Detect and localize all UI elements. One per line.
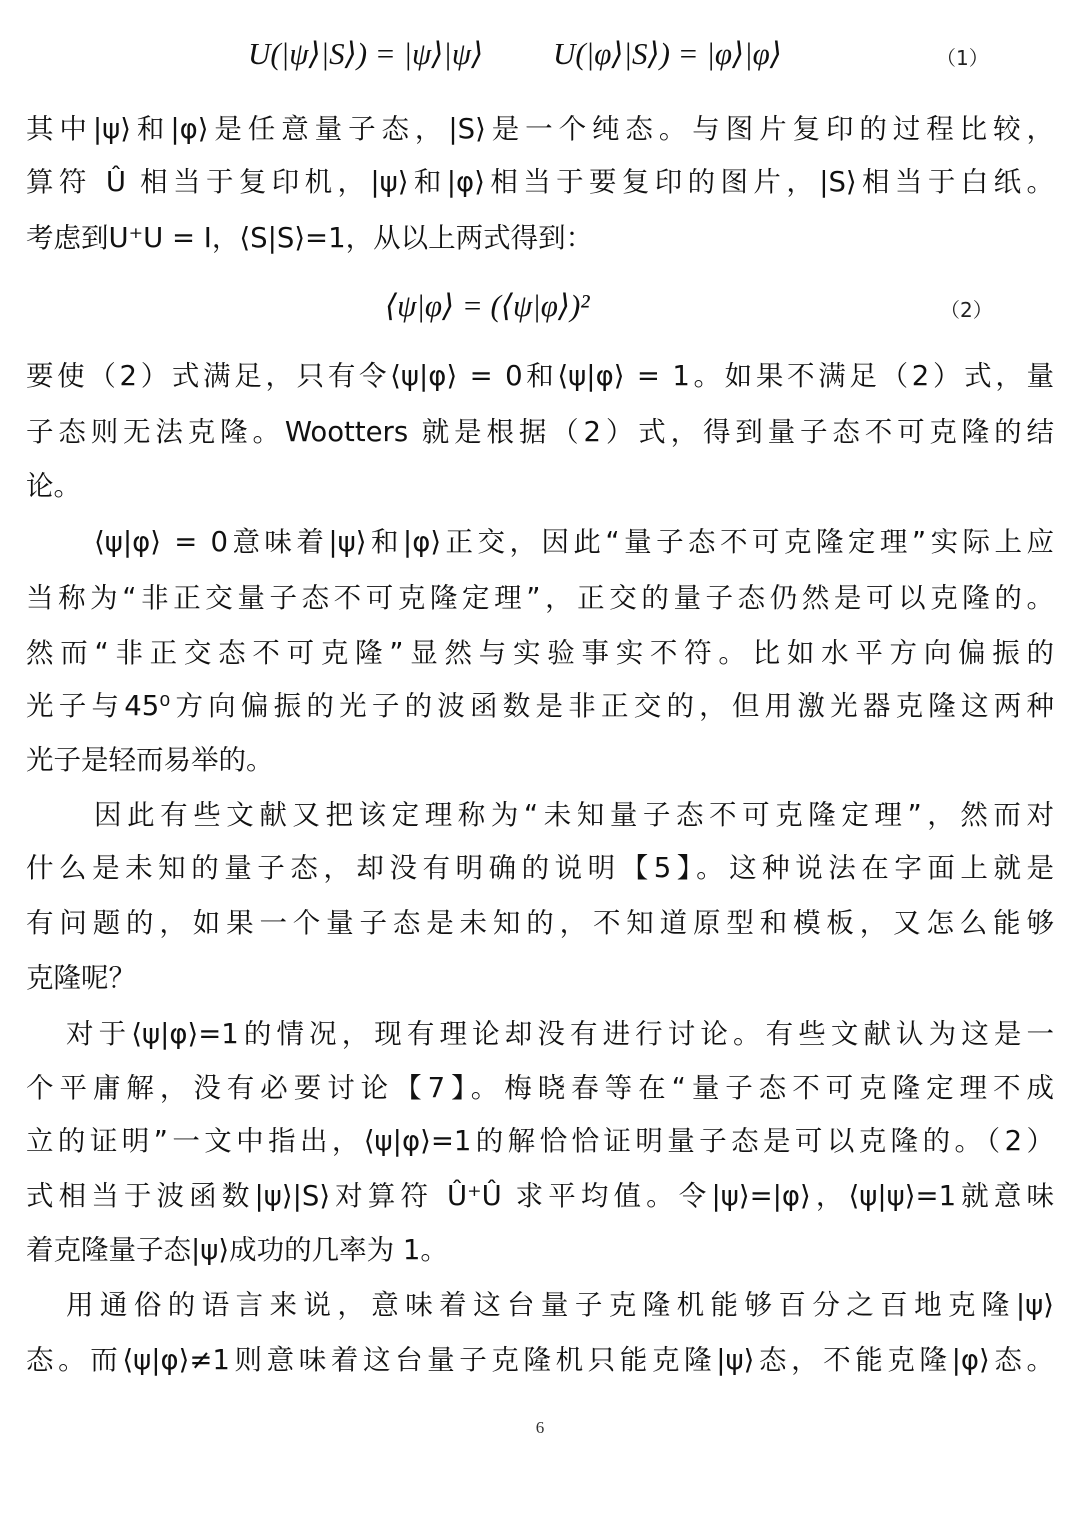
text-line: 立的证明”一文中指出，⟨ψ|φ⟩=1的解恰恰证明量子态是可以克隆的。（2） <box>26 1125 1054 1157</box>
text-line: 然而“非正交态不可克隆”显然与实验事实不符。比如水平方向偏振的 <box>26 637 1054 669</box>
text-line: 态。而⟨ψ|φ⟩≠1则意味着这台量子克隆机只能克隆|ψ⟩态，不能克隆|φ⟩态。 <box>26 1344 1054 1376</box>
text-line: 对于⟨ψ|φ⟩=1的情况，现有理论却没有进行讨论。有些文献认为这是一 <box>66 1018 1054 1050</box>
equation-2-body: ⟨ψ|φ⟩ = (⟨ψ|φ⟩)² <box>385 288 590 323</box>
equation-1-left: U(|ψ⟩|S⟩) = |ψ⟩|ψ⟩ <box>248 36 484 71</box>
text-line: 式相当于波函数|ψ⟩|S⟩对算符 Û⁺Û 求平均值。令|ψ⟩=|φ⟩，⟨ψ|ψ⟩=1就意味 <box>26 1180 1054 1212</box>
text-line: 着克隆量子态|ψ⟩成功的几率为 1。 <box>26 1234 448 1266</box>
text-line: ⟨ψ|φ⟩ = 0意味着|ψ⟩和|φ⟩正交，因此“量子态不可克隆定理”实际上应 <box>94 526 1054 558</box>
text-line: 算符 Û 相当于复印机，|ψ⟩和|φ⟩相当于要复印的图片，|S⟩相当于白纸。 <box>26 166 1054 198</box>
text-line: 考虑到U⁺U = I，⟨S|S⟩=1，从以上两式得到： <box>26 222 594 254</box>
text-line: 其中|ψ⟩和|φ⟩是任意量子态，|S⟩是一个纯态。与图片复印的过程比较， <box>26 113 1054 145</box>
text-line: 当称为“非正交量子态不可克隆定理”，正交的量子态仍然是可以克隆的。 <box>26 582 1054 614</box>
text-line: 子态则无法克隆。Wootters 就是根据（2）式，得到量子态不可克隆的结 <box>26 416 1054 448</box>
page-number: 6 <box>535 1418 545 1437</box>
text-line: 克隆呢？ <box>26 962 136 994</box>
text-line: 光子与45⁰方向偏振的光子的波函数是非正交的，但用激光器克隆这两种 <box>26 690 1054 722</box>
equation-1-right: U(|φ⟩|S⟩) = |φ⟩|φ⟩ <box>553 36 782 71</box>
text-line: 光子是轻而易举的。 <box>26 744 274 776</box>
equation-2-number: （2） <box>940 298 993 322</box>
text-line: 要使（2）式满足，只有令⟨ψ|φ⟩ = 0和⟨ψ|φ⟩ = 1。如果不满足（2）式，量 <box>26 360 1054 392</box>
text-line: 什么是未知的量子态，却没有明确的说明【5】。这种说法在字面上就是 <box>26 852 1054 884</box>
text-line: 个平庸解，没有必要讨论【7】。梅晓春等在“量子态不可克隆定理不成 <box>26 1072 1054 1104</box>
text-line: 用通俗的语言来说，意味着这台量子克隆机能够百分之百地克隆|ψ⟩ <box>66 1289 1054 1321</box>
equation-1-number: （1） <box>936 46 989 70</box>
text-line: 有问题的，如果一个量子态是未知的，不知道原型和模板，又怎么能够 <box>26 907 1054 939</box>
text-line: 因此有些文献又把该定理称为“未知量子态不可克隆定理”，然而对 <box>94 799 1054 831</box>
text-line: 论。 <box>26 470 81 502</box>
